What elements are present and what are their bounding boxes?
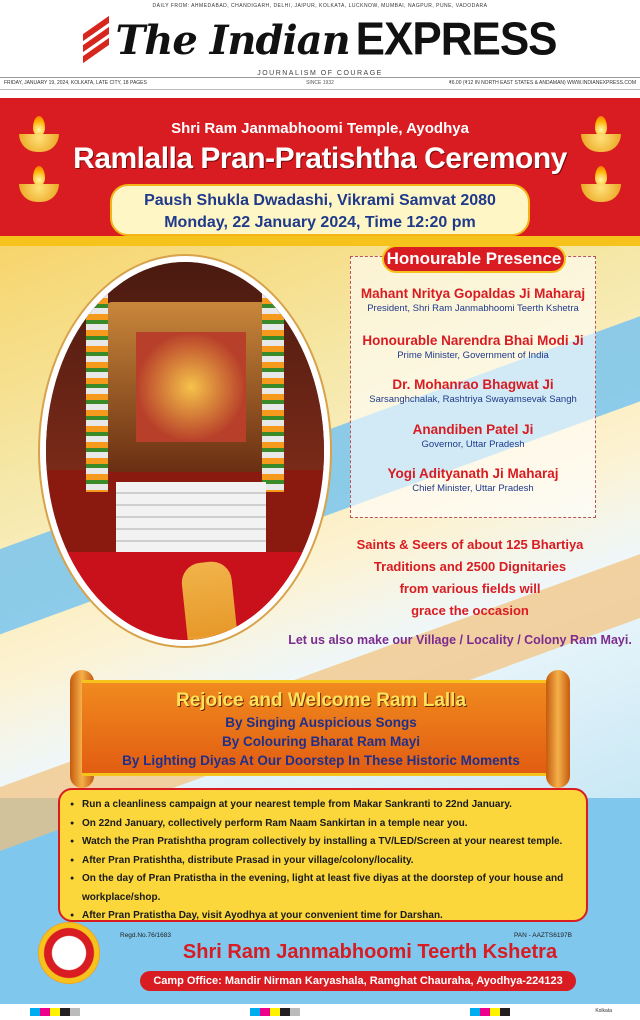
appeal-list-box [58, 788, 588, 922]
logo-the-indian: The Indian [115, 16, 350, 64]
list-item: ● Watch the Pran Pratishtha program collectively by installing a TV/LED/Screen at your nearest temple. [70, 833, 576, 852]
list-item: ● Run a cleanliness campaign at your nearest temple from Makar Sankranti to 22nd January. [70, 796, 576, 815]
person-name: Honourable Narendra Bhai Modi Ji [362, 333, 584, 348]
newspaper-logo [60, 10, 580, 70]
advertisement [0, 98, 640, 1004]
appeal-list [70, 796, 576, 926]
trust-name: Shri Ram Janmabhoomi Teerth Kshetra [182, 941, 558, 963]
print-color-bar [30, 1008, 80, 1016]
print-color-bar [250, 1008, 300, 1016]
date-line-1: Paush Shukla Dwadashi, Vikrami Samvat 2080 [144, 192, 496, 209]
person-name: Mahant Nritya Gopaldas Ji Maharaj [360, 286, 586, 301]
date-line-2: Monday, 22 January 2024, Time 12:20 pm [164, 214, 476, 231]
person-role: Chief Minister, Uttar Pradesh [412, 483, 534, 494]
scroll-line: By Lighting Diyas At Our Doorstep In These Historic Moments [122, 753, 520, 768]
presence-heading: Honourable Presence [382, 245, 566, 273]
ad-title: Ramlalla Pran-Pratishtha Ceremony [73, 142, 567, 175]
list-item: ● On the day of Pran Pratistha in the evening, light at least five diyas at the doorstep of your house and workplace/shop. [70, 870, 576, 907]
person-role: Governor, Uttar Pradesh [421, 439, 525, 450]
editions-line: DAILY FROM: AHMEDABAD, CHANDIGARH, DELHI, JAIPUR, KOLKATA, LUCKNOW, MUMBAI, NAGPUR, PUNE, VADODARA [152, 3, 488, 9]
saints-message [340, 534, 600, 622]
date-box [110, 184, 530, 236]
trust-seal-logo [38, 922, 100, 984]
camp-office-address: Camp Office: Mandir Nirman Karyashala, Ramghat Chauraha, Ayodhya-224123 [140, 971, 576, 991]
saints-line: from various fields will [399, 581, 541, 596]
scroll-line: By Singing Auspicious Songs [225, 715, 417, 730]
newspaper-masthead [0, 0, 640, 92]
registration-number: Regd.No.76/1683 [120, 932, 171, 939]
pan-number: PAN - AAZTS6197B [513, 932, 572, 939]
since-line: SINCE 1932 [306, 80, 334, 86]
person-role: President, Shri Ram Janmabhoomi Teerth Kshetra [367, 303, 579, 314]
scroll-title: Rejoice and Welcome Ram Lalla [175, 690, 467, 711]
person-entry [350, 376, 596, 407]
list-item: ● After Pran Pratistha Day, visit Ayodhya at your convenient time for Darshan. [70, 907, 576, 926]
person-name: Yogi Adityanath Ji Maharaj [387, 466, 559, 481]
print-color-bar [470, 1008, 510, 1016]
person-entry [350, 421, 596, 452]
temple-photo [40, 256, 330, 646]
logo-express: EXPRESS [355, 13, 557, 66]
person-name: Anandiben Patel Ji [412, 422, 534, 437]
village-appeal: Let us also make our Village / Locality / Colony Ram Mayi. [288, 633, 632, 647]
edition-tag: Kolkata [595, 1008, 612, 1014]
person-role: Sarsanghchalak, Rashtriya Swayamsevak Sangh [369, 394, 577, 405]
scroll-line: By Colouring Bharat Ram Mayi [221, 734, 421, 749]
person-entry [350, 465, 596, 496]
divider [0, 77, 640, 78]
list-item: ● After Pran Pratishtha, distribute Prasad in your village/colony/locality. [70, 852, 576, 871]
list-item: ● On 22nd January, collectively perform Ram Naam Sankirtan in a temple near you. [70, 815, 576, 834]
dateline: FRIDAY, JANUARY 19, 2024, KOLKATA, LATE CITY, 18 PAGES [4, 80, 147, 86]
person-role: Prime Minister, Government of India [397, 350, 549, 361]
saints-line: grace the occasion [411, 603, 529, 618]
price-line: ₹6.00 (₹12 IN NORTH EAST STATES & ANDAMAN) WWW.INDIANEXPRESS.COM [448, 80, 636, 86]
saints-line: Traditions and 2500 Dignitaries [373, 559, 567, 574]
logo-stripes-icon [83, 21, 109, 59]
divider [0, 89, 640, 90]
person-name: Dr. Mohanrao Bhagwat Ji [392, 377, 554, 392]
slogan: JOURNALISM OF COURAGE [257, 70, 383, 77]
saints-line: Saints & Seers of about 125 Bhartiya [356, 537, 584, 552]
ad-subtitle: Shri Ram Janmabhoomi Temple, Ayodhya [171, 120, 469, 137]
person-entry [350, 285, 596, 316]
person-entry [350, 332, 596, 363]
